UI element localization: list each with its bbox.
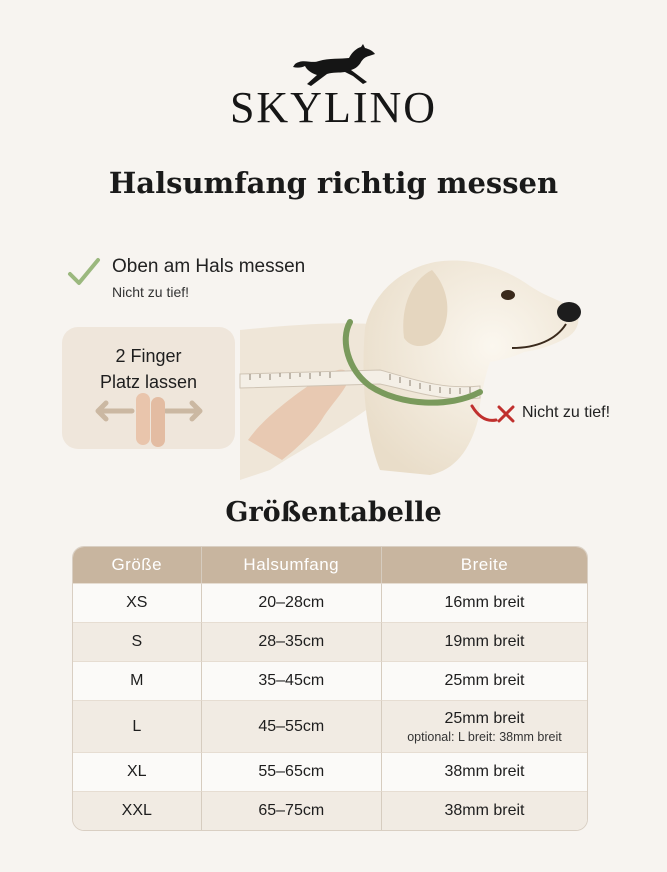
cell-size: XXL [73, 791, 201, 830]
finger-spacing-text [62, 343, 235, 395]
cell-size: S [73, 622, 201, 661]
dog-nose [557, 302, 581, 322]
table-row [73, 700, 587, 752]
cell-width: 38mm breit [381, 752, 587, 791]
cell-width-note: optional: L breit: 38mm breit [407, 729, 562, 744]
cell-neck: 20–28cm [201, 583, 381, 622]
running-dog-icon [289, 42, 379, 88]
header-neck: Halsumfang [201, 547, 381, 583]
page-title: Halsumfang richtig messen [108, 166, 559, 200]
table-row [73, 583, 587, 622]
cell-size: M [73, 661, 201, 700]
cell-width: 38mm breit [381, 791, 587, 830]
size-table [72, 546, 588, 831]
cell-size: XL [73, 752, 201, 791]
warning-text: Nicht zu tief! [522, 404, 611, 421]
tip-main-text: Oben am Hals messen [112, 256, 306, 277]
cell-neck: 65–75cm [201, 791, 381, 830]
cell-neck: 35–45cm [201, 661, 381, 700]
dog-head [363, 260, 578, 475]
cell-size: XS [73, 583, 201, 622]
finger-line-1: 2 Finger [115, 346, 182, 366]
cell-neck: 55–65cm [201, 752, 381, 791]
brand-logo [0, 42, 667, 130]
dog-eye [501, 290, 515, 300]
cell-width-with-note [381, 700, 587, 752]
table-row [73, 752, 587, 791]
header-size: Größe [73, 547, 201, 583]
cell-width: 25mm breit [444, 709, 525, 727]
table-row [73, 622, 587, 661]
cell-width: 19mm breit [381, 622, 587, 661]
cross-icon [496, 404, 516, 424]
cell-width: 25mm breit [381, 661, 587, 700]
cell-width: 16mm breit [381, 583, 587, 622]
size-table-title: Größentabelle [225, 497, 442, 528]
cell-neck: 45–55cm [201, 700, 381, 752]
cell-size: L [73, 700, 201, 752]
table-row [73, 791, 587, 830]
table-row [73, 661, 587, 700]
finger-line-2: Platz lassen [99, 372, 198, 392]
cell-neck: 28–35cm [201, 622, 381, 661]
brand-name: SKYLINO [229, 83, 438, 132]
tip-sub-text: Nicht zu tief! [112, 284, 190, 300]
checkmark-icon [66, 254, 102, 290]
header-width: Breite [381, 547, 587, 583]
table-header-row [73, 547, 587, 583]
